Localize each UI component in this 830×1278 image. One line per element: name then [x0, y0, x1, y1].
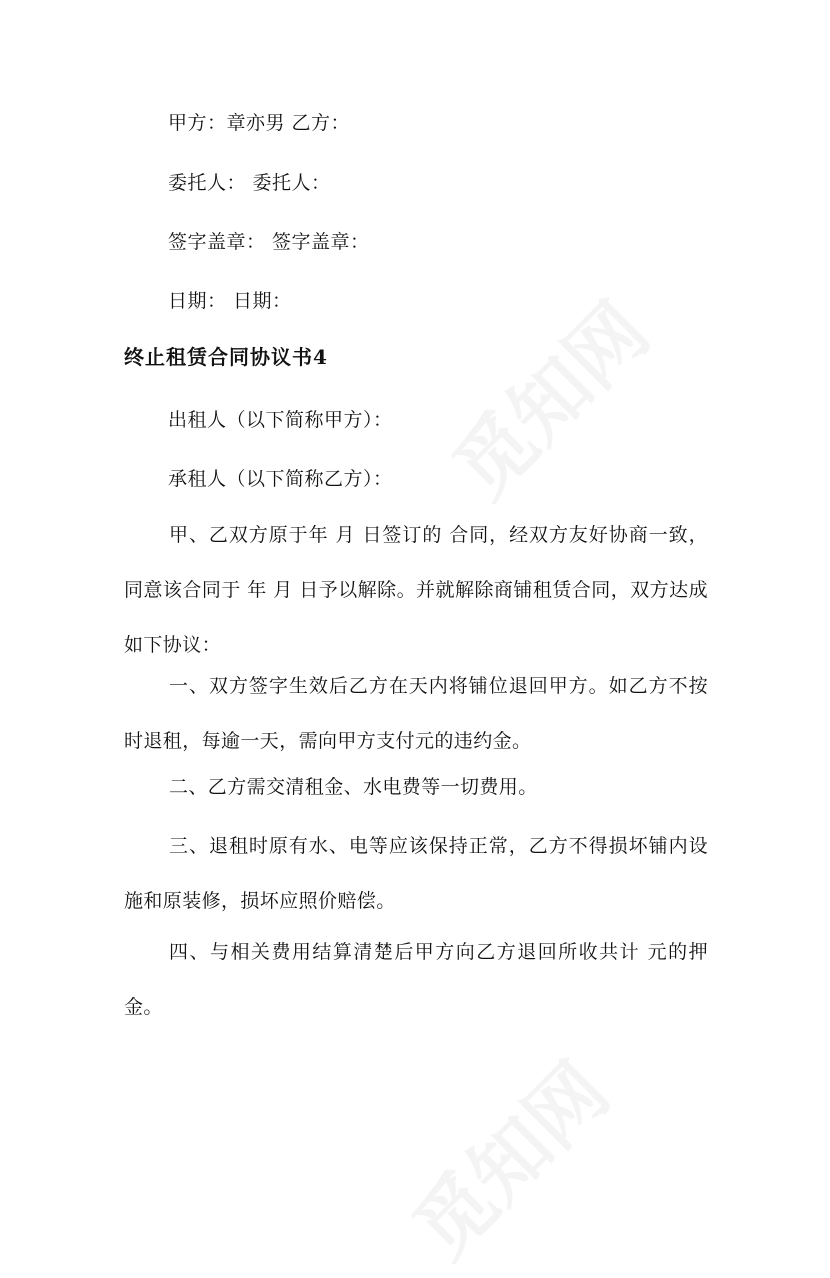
watermark-top	[425, 274, 670, 519]
lessor-line: 出租人（以下简称甲方）：	[168, 409, 393, 431]
section-title: 终止租赁合同协议书4	[124, 345, 328, 369]
agents-line: 委托人： 委托人：	[168, 172, 331, 194]
lessee-line: 承租人（以下简称乙方）：	[168, 468, 393, 490]
clause-2: 二、乙方需交清租金、水电费等一切费用。	[169, 776, 538, 798]
parties-line: 甲方：章亦男 乙方：	[168, 112, 351, 134]
intro-paragraph: 甲、乙双方原于年 月 日签订的 合同，经双方友好协商一致，同意该合同于 年 月 日予以解除。并就解除商铺租赁合同，双方达成如下协议：	[124, 524, 708, 656]
clause-3: 三、退租时原有水、电等应该保持正常，乙方不得损坏铺内设施和原装修，损坏应照价赔偿。	[124, 835, 708, 912]
clause-4: 四、与相关费用结算清楚后甲方向乙方退回所收共计 元的押金。	[124, 941, 708, 1018]
clause-1: 一、双方签字生效后乙方在天内将铺位退回甲方。如乙方不按时退租，每逾一天，需向甲方支付元的违约金。	[124, 675, 708, 752]
dates-line: 日期： 日期：	[168, 290, 292, 312]
signatures-line: 签字盖章： 签字盖章：	[168, 231, 370, 253]
watermark-bottom	[385, 1034, 630, 1278]
